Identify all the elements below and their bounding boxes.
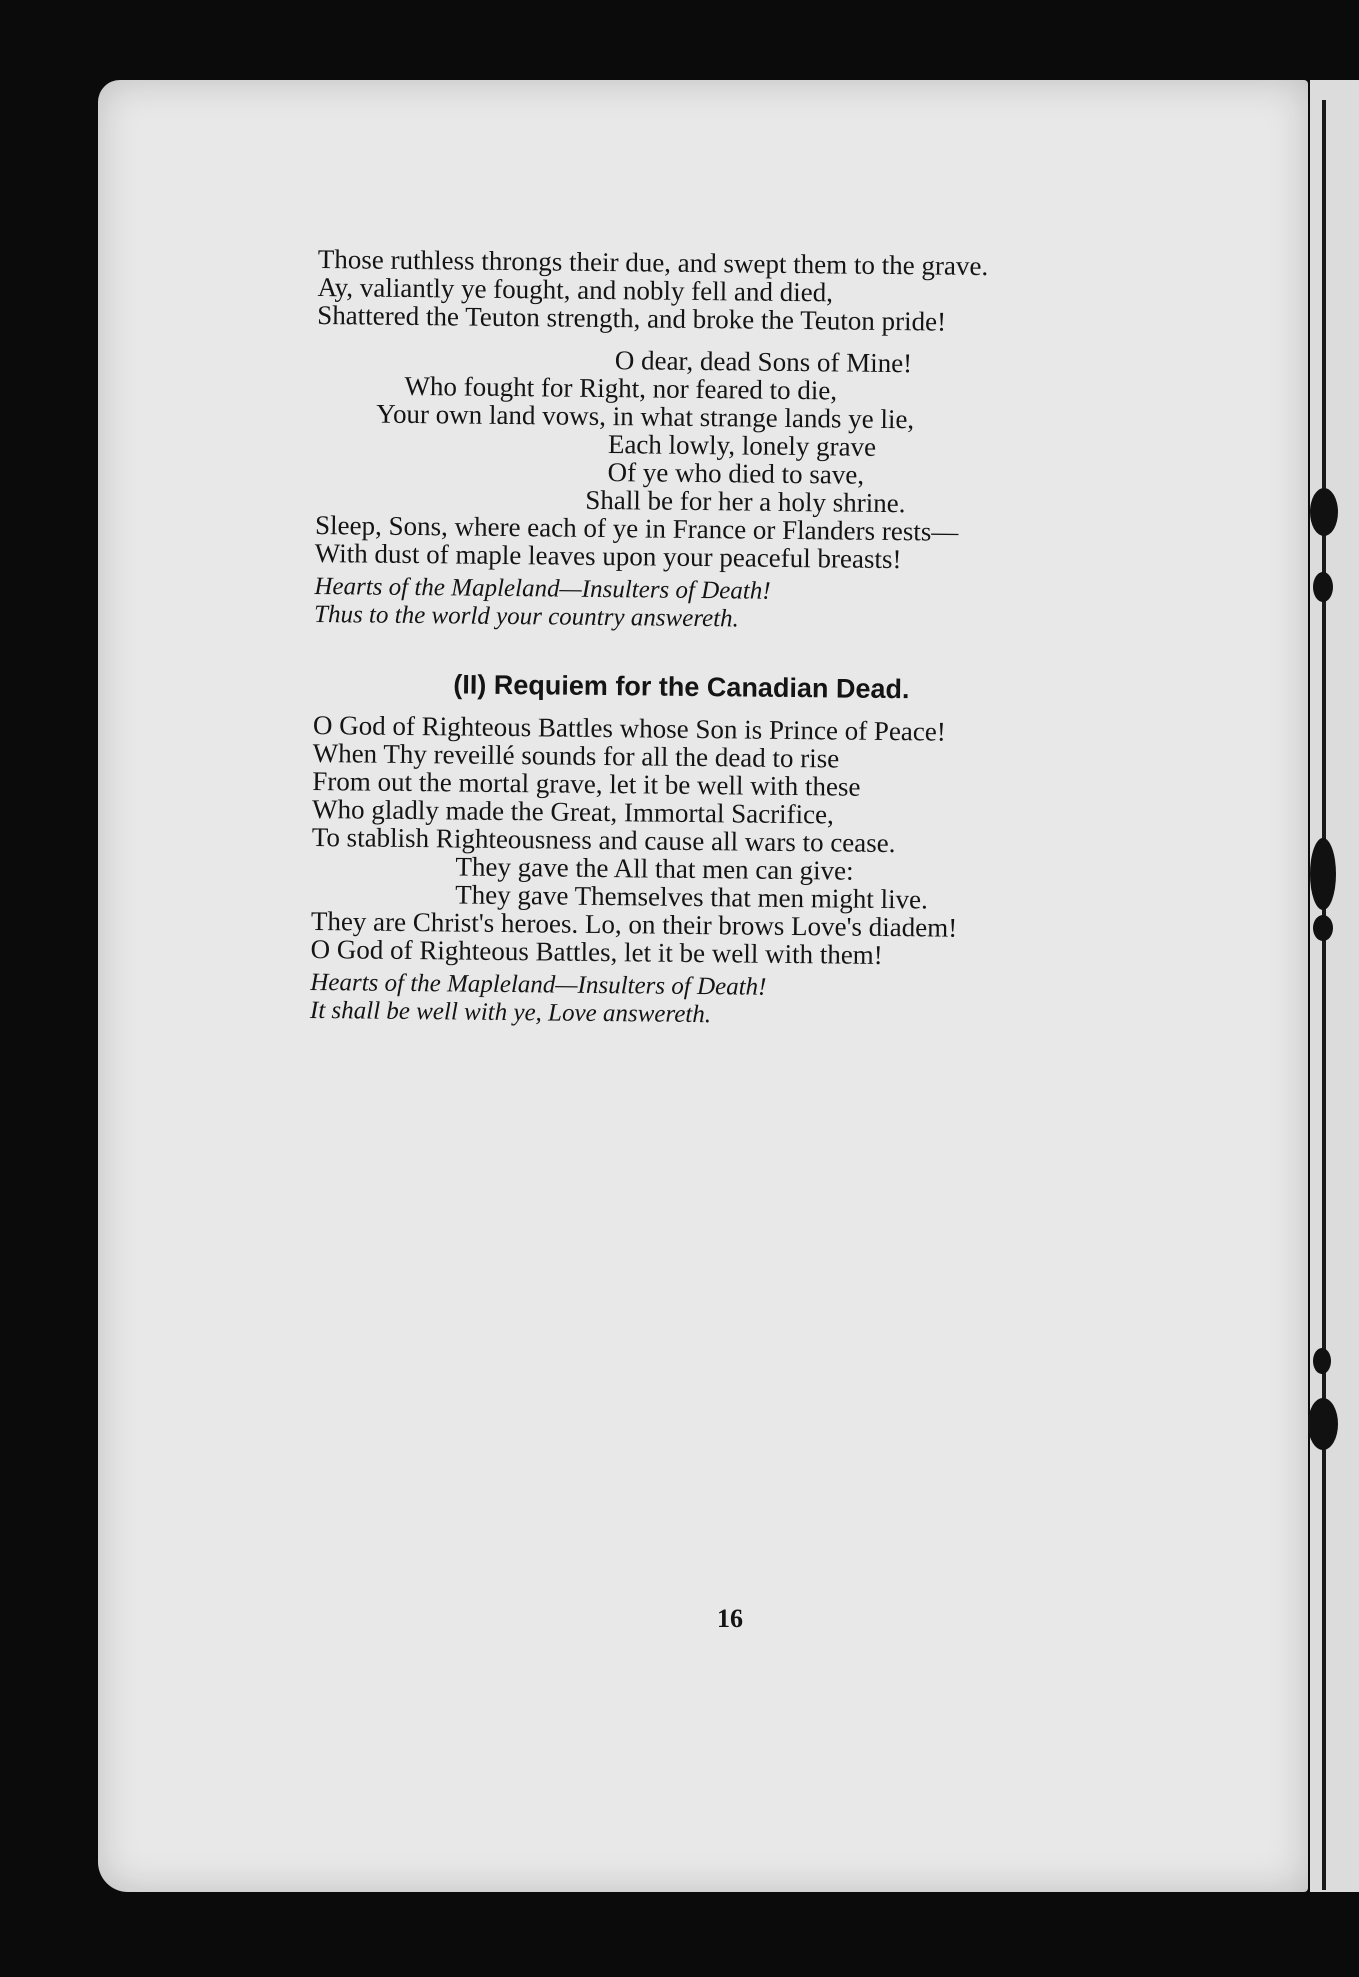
ink-blot <box>1313 1348 1331 1374</box>
refrain-line: It shall be well with ye, Love answereth. <box>309 996 712 1029</box>
page-number: 16 <box>717 1604 743 1633</box>
refrain-line: Hearts of the Mapleland—Insulters of Death! <box>314 572 771 605</box>
ink-blot <box>1313 915 1333 941</box>
poem-line: They gave Themselves that men might live. <box>455 879 928 915</box>
poem-line: Of ye who died to save, <box>607 457 865 490</box>
poem-line: Your own land vows, in what strange lands ye lie, <box>376 398 915 435</box>
section-heading: (II) Requiem for the Canadian Dead. <box>453 669 910 705</box>
poem-line: Those ruthless throngs their due, and swept them to the grave. <box>317 244 989 282</box>
poem-line: Each lowly, lonely grave <box>607 429 877 462</box>
poem-line: Shattered the Teuton strength, and broke the Teuton pride! <box>317 299 947 337</box>
ink-blot <box>1310 838 1336 910</box>
poem-line: To stablish Righteousness and cause all wars to cease. <box>311 821 896 859</box>
facing-page-edge <box>1310 80 1359 1892</box>
poem-line: When Thy reveillé sounds for all the dead to rise <box>312 737 840 774</box>
poem-line: With dust of maple leaves upon your peaceful breasts! <box>314 537 902 575</box>
ink-blot <box>1308 1398 1338 1450</box>
binding-line <box>1322 100 1326 1890</box>
poem-line: Who fought for Right, nor feared to die, <box>404 370 838 406</box>
poem-line: They gave the All that men can give: <box>455 851 854 886</box>
refrain-line: Hearts of the Mapleland—Insulters of Death! <box>310 968 767 1001</box>
ink-blot <box>1313 572 1333 602</box>
poem-line: Shall be for her a holy shrine. <box>585 484 906 519</box>
ink-blot <box>1310 488 1338 536</box>
poem-line: Who gladly made the Great, Immortal Sacrifice, <box>311 793 835 830</box>
poem-line: O God of Righteous Battles, let it be well with them! <box>310 933 883 970</box>
poem-line: O dear, dead Sons of Mine! <box>614 345 913 379</box>
poem-text <box>310 245 1178 1034</box>
poem-line: From out the mortal grave, let it be well with these <box>312 765 861 802</box>
poem-line: Ay, valiantly ye fought, and nobly fell and died, <box>317 271 834 308</box>
poem-line: They are Christ's heroes. Lo, on their brows Love's diadem! <box>310 905 958 943</box>
refrain-line: Thus to the world your country answereth. <box>313 600 740 633</box>
poem-line: O God of Righteous Battles whose Son is Prince of Peace! <box>312 709 947 747</box>
poem-line: Sleep, Sons, where each of ye in France or Flanders rests— <box>314 509 959 547</box>
